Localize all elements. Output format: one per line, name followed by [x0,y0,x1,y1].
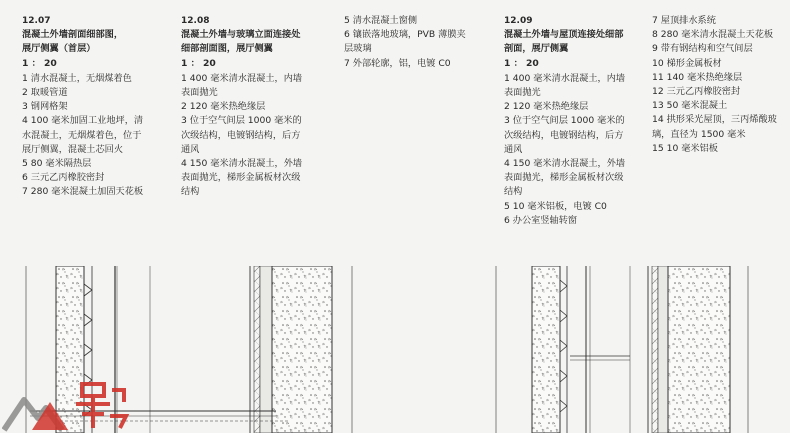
legend-item: 7 外部轮廓，铝，电镀 C0 [344,57,451,69]
legend-item: 4 150 毫米清水混凝土，外墙 表面抛光，梯形金属板材次级 结构 [504,158,626,198]
section-12-09 [504,14,646,228]
section-title: 混凝土外墙与屋顶连接处细部 剖面，展厅侧翼 [504,29,624,55]
legend-item: 15 10 毫米铝板 [652,142,718,154]
section-number: 12.09 [504,16,533,26]
section-12-08-continued [344,14,494,71]
legend-item: 6 办公室竖轴转窗 [504,214,578,226]
section-12-08 [181,14,331,200]
legend-item: 2 取暖管道 [22,87,68,99]
legend-item: 1 400 毫米清水混凝土，内墙 表面抛光 [181,72,303,99]
legend-item: 13 50 毫米混凝土 [652,100,728,112]
section-number: 12.08 [181,16,210,26]
legend-item: 3 位于空气间层 1000 毫米的 次级结构，电镀钢结构，后方 通风 [504,115,625,155]
legend-item: 14 拱形采光屋顶，三丙烯酸玻 璃，直径为 1500 毫米 [652,114,777,140]
legend-item: 1 400 毫米清水混凝土，内墙 表面抛光 [504,72,626,99]
section-12-07 [22,14,170,200]
section-scale: 1 ： 20 [181,57,216,69]
legend-item: 2 120 毫米热绝缘层 [181,101,266,113]
section-scale: 1 ： 20 [504,57,539,69]
section-title: 混凝土外墙剖面细部图， 展厅侧翼（首层） [22,29,124,55]
legend-item: 7 280 毫米混凝土加固天花板 [22,186,144,198]
section-12-09-continued [652,14,784,156]
legend-item: 2 120 毫米热绝缘层 [504,101,589,113]
legend-item: 6 镶嵌落地玻璃，PVB 薄膜夹 层玻璃 [344,29,466,55]
section-title: 混凝土外墙与玻璃立面连接处 细部剖面图，展厅侧翼 [181,29,301,55]
legend-item: 3 位于空气间层 1000 毫米的 次级结构，电镀钢结构，后方 通风 [181,115,302,155]
legend-item: 4 150 毫米清水混凝土，外墙 表面抛光，梯形金属板材次级 结构 [181,158,303,198]
legend-item: 4 100 毫米加固工业地坪，清 水混凝土，无烟煤着色，位于 展厅侧翼，混凝土芯回火 [22,115,144,155]
legend-item: 7 屋顶排水系统 [652,15,716,26]
legend-item: 3 钢网格架 [22,101,68,113]
legend-item: 10 梯形金属板材 [652,57,722,69]
section-number: 12.07 [22,16,51,26]
section-scale: 1 ： 20 [22,57,57,69]
site-logo-icon [2,372,130,433]
drawing-wall-section-right [496,266,748,433]
legend-item: 11 140 毫米热绝缘层 [652,71,743,83]
legend-item: 5 10 毫米铝板，电镀 C0 [504,200,607,212]
legend-item: 5 清水混凝土窗侧 [344,15,418,26]
legend-item: 5 80 毫米隔热层 [22,158,92,170]
legend-item: 9 带有钢结构和空气间层 [652,43,753,55]
legend-item: 12 三元乙丙橡胶密封 [652,86,741,98]
legend-item: 1 清水混凝土，无烟煤着色 [22,72,132,84]
legend-item: 8 280 毫米清水混凝土天花板 [652,29,774,41]
legend-item: 6 三元乙丙橡胶密封 [22,172,105,184]
